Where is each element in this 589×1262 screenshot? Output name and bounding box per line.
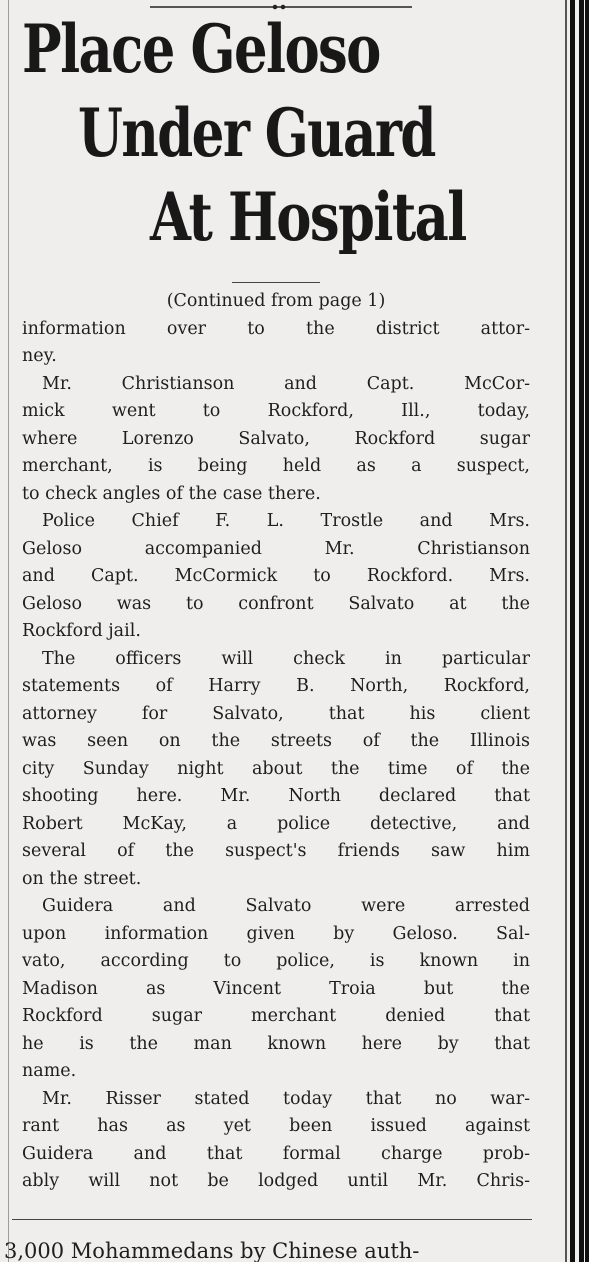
article-line: Geloso was to confront Salvato at the <box>22 593 530 614</box>
article-line: Rockford sugar merchant denied that <box>22 1006 530 1026</box>
article-line: several of the suspect's friends saw him <box>22 841 530 861</box>
article-line: upon information given by Geloso. Sal- <box>22 923 530 944</box>
article-line: Mr. Christianson and Capt. McCor- <box>42 373 530 394</box>
article-line: ably will not be lodged until Mr. Chris- <box>22 1171 530 1191</box>
article-line: where Lorenzo Salvato, Rockford sugar <box>22 428 530 449</box>
article-line: he is the man known here by that <box>22 1033 530 1054</box>
article-line: ney. <box>22 346 57 366</box>
article-line: attorney for Salvato, that his client <box>22 703 530 724</box>
article-line: on the street. <box>22 868 142 889</box>
article-line: The officers will check in particular <box>42 648 530 669</box>
article-line: and Capt. McCormick to Rockford. Mrs. <box>22 566 530 586</box>
right-column-border <box>551 0 589 1262</box>
top-ornament-rule <box>150 6 412 8</box>
article-line: Madison as Vincent Troia but the <box>22 978 530 999</box>
article-line: information over to the district attor- <box>22 318 530 339</box>
headline-line-2: Under Guard <box>78 94 435 172</box>
left-column-rule <box>8 0 9 1262</box>
article-line: was seen on the streets of the Illinois <box>22 731 530 751</box>
article-body <box>22 288 530 1196</box>
article-line: name. <box>22 1061 77 1081</box>
article-line: Mr. Risser stated today that no war- <box>42 1088 530 1109</box>
article-line: vato, according to police, is known in <box>22 951 530 971</box>
article-line: mick went to Rockford, Ill., today, <box>22 401 530 421</box>
bottom-article-rule <box>12 1219 532 1220</box>
article-line: Police Chief F. L. Trostle and Mrs. <box>42 511 530 531</box>
headline-line-1: Place Geloso <box>22 10 380 88</box>
article-line: to check angles of the case there. <box>22 483 321 504</box>
article-line: Guidera and that formal charge prob- <box>22 1143 530 1164</box>
article-line: Guidera and Salvato were arrested <box>42 896 530 916</box>
article-line: Robert McKay, a police detective, and <box>22 813 530 834</box>
article-line: Rockford jail. <box>22 621 141 641</box>
continued-line: (Continued from page 1) <box>166 291 386 311</box>
article-line: merchant, is being held as a suspect, <box>22 456 530 476</box>
article-line: shooting here. Mr. North declared that <box>22 786 530 806</box>
next-article-text: 3,000 Mohammedans by Chinese auth- <box>4 1239 420 1262</box>
article-line: city Sunday night about the time of the <box>22 758 530 779</box>
article-line: rant has as yet been issued against <box>22 1116 530 1136</box>
article-line: Geloso accompanied Mr. Christianson <box>22 538 530 559</box>
article-line: statements of Harry B. North, Rockford, <box>22 676 530 696</box>
headline-divider <box>232 282 320 283</box>
headline-line-3: At Hospital <box>150 178 466 256</box>
